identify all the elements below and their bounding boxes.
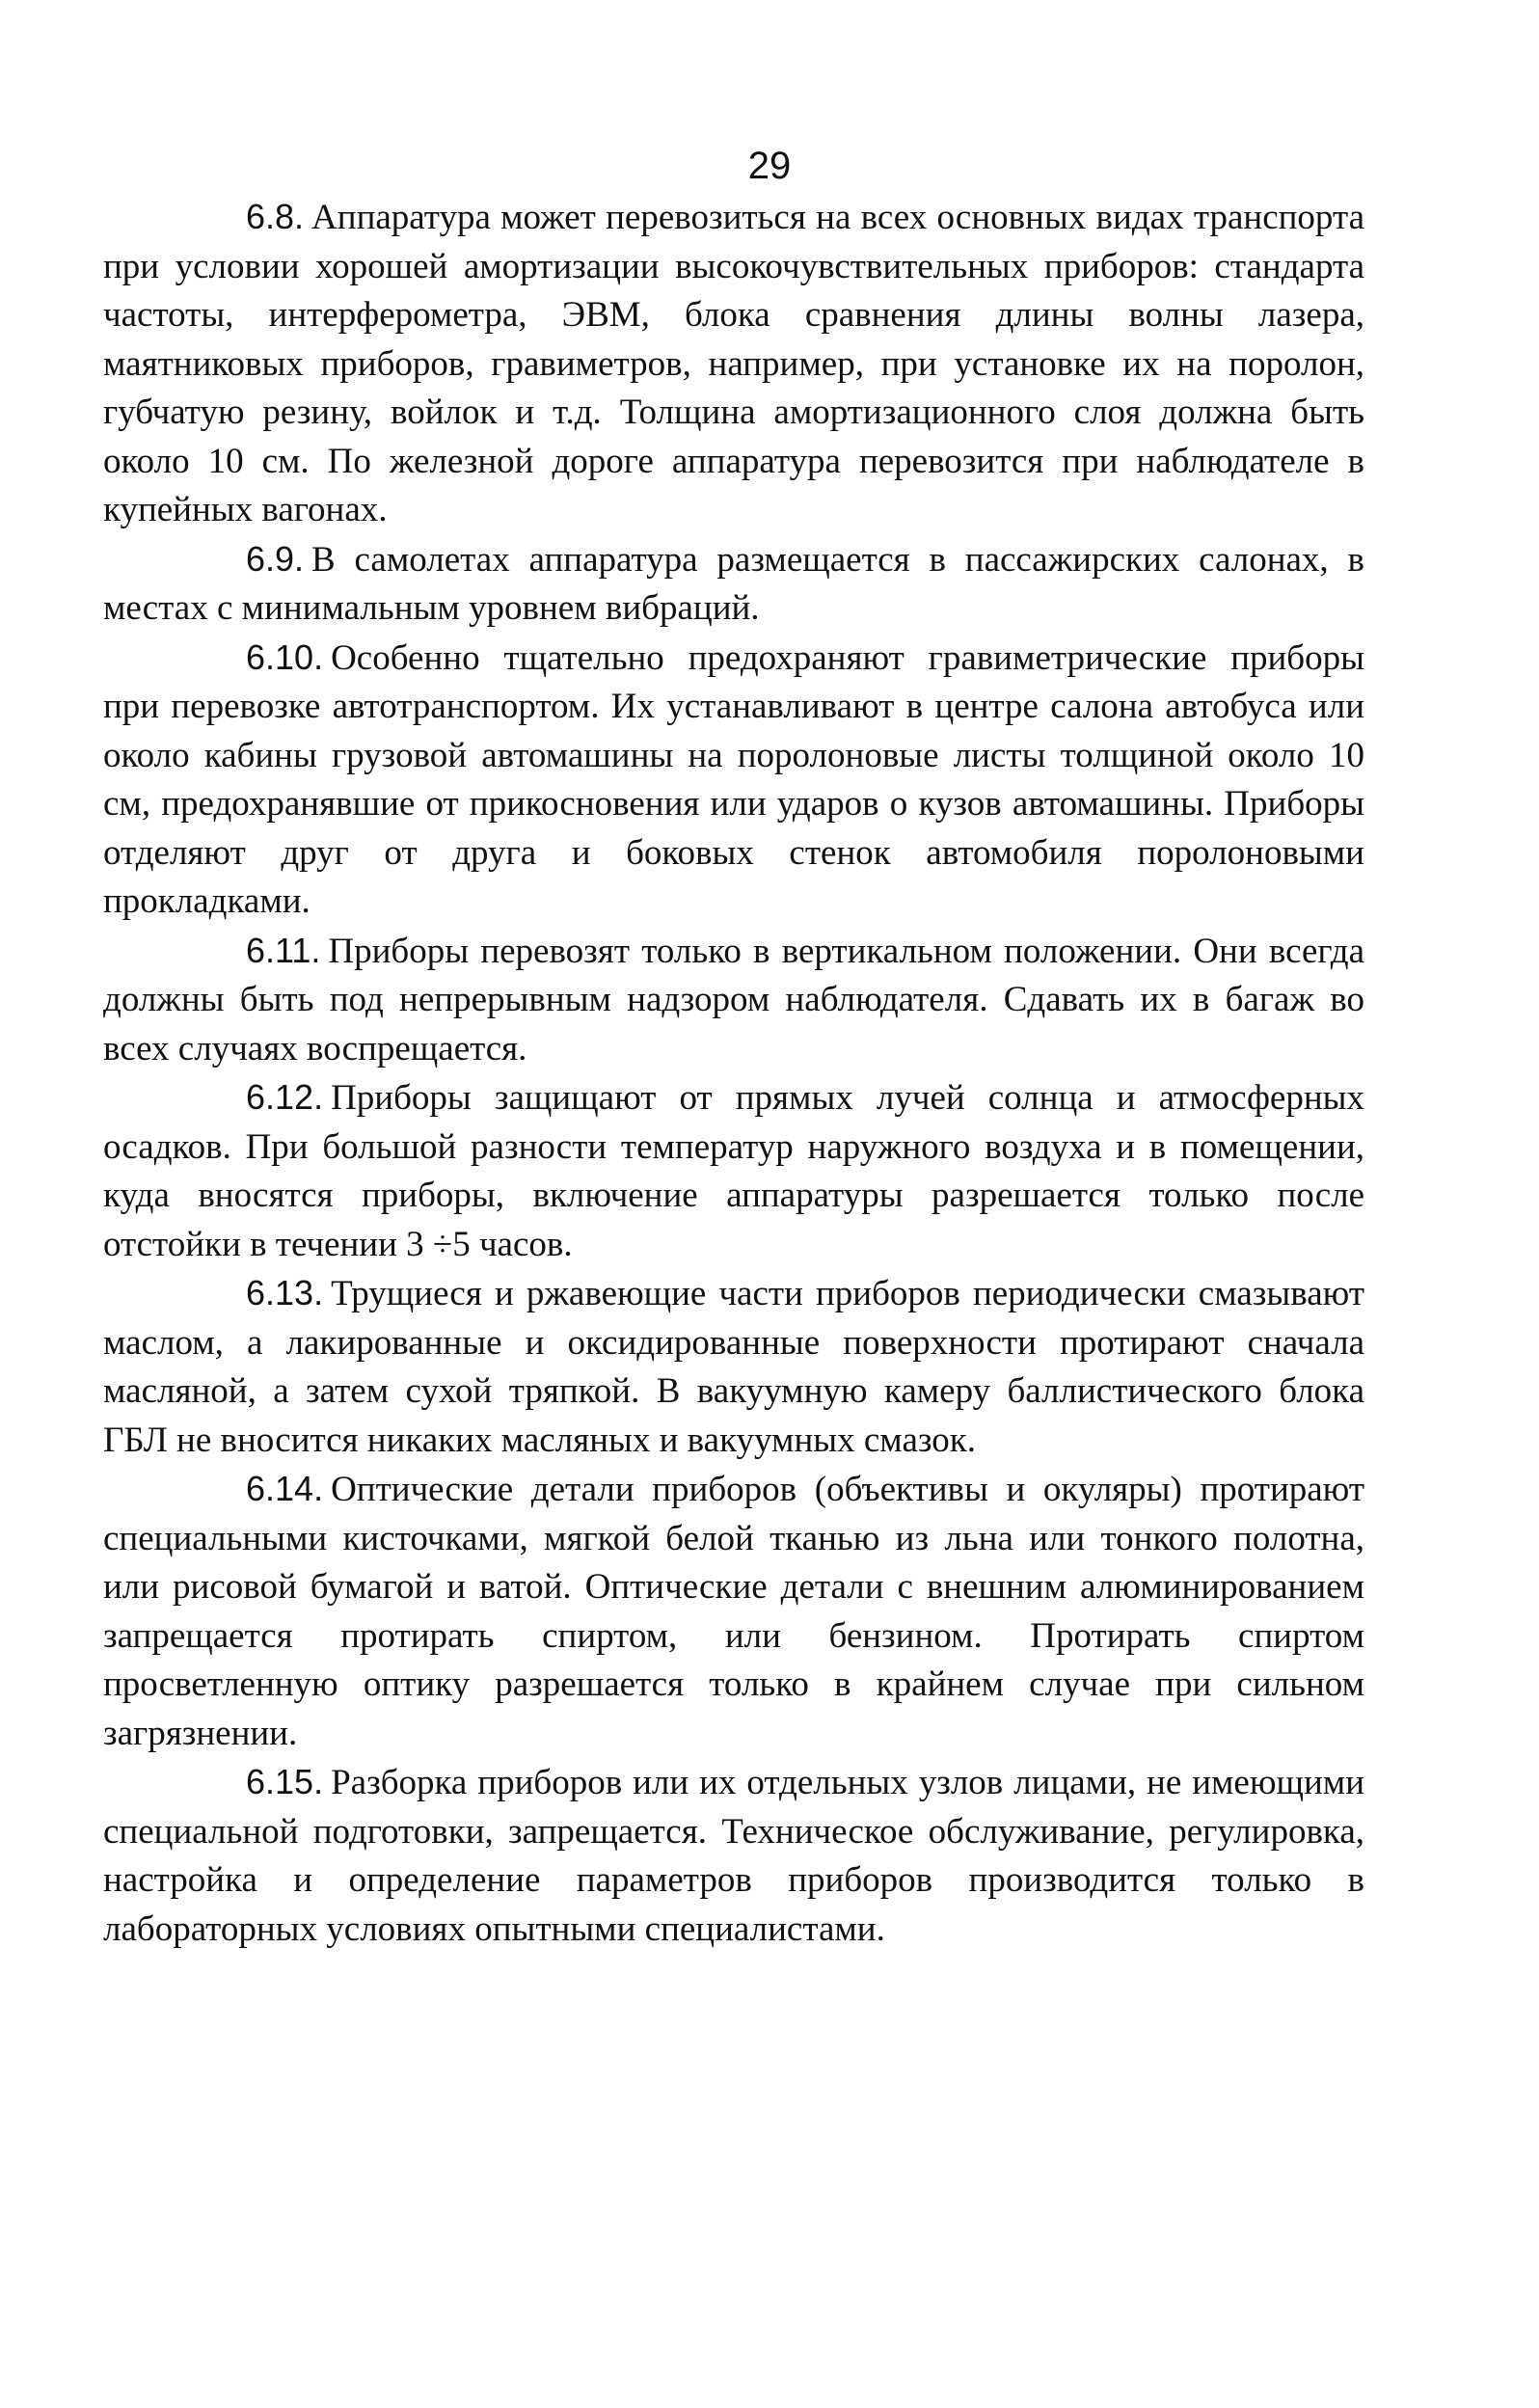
paragraph-6-14 (103, 1465, 1364, 1758)
paragraph-text: Трущиеся и ржавеющие части приборов периодически смазывают маслом, а лакированные и оксидированные поверхности протирают сначала масляной, а затем сухой тряпкой. В вакуумную камеру баллистического блока ГБЛ не вносится никаких масляных и вакуумных смазок. (103, 1274, 1364, 1460)
paragraph-number: 6.12. (246, 1077, 324, 1117)
paragraph-number: 6.8. (246, 197, 305, 236)
paragraph-text: Аппаратура может перевозиться на всех основных видах транспорта при условии хорошей амортизации высокочувствительных приборов: стандарта частоты, интерферометра, ЭВМ, блока сравнения длины волны лазера, маятниковых приборов, гравиметров, например, при установке их на поролон, губчатую резину, войлок и т.д. Толщина амортизационного слоя должна быть около 10 см. По железной дороге аппаратура перевозится при наблюдателе в купейных вагонах. (103, 198, 1364, 529)
paragraph-6-9 (103, 535, 1364, 634)
paragraph-number: 6.13. (246, 1273, 324, 1312)
paragraph-text: Приборы перевозят только в вертикальном положении. Они всегда должны быть под непрерывным надзором наблюдателя. Сдавать их в багаж во всех случаях воспрещается. (103, 931, 1364, 1069)
paragraph-6-10 (103, 634, 1364, 927)
paragraph-text: В самолетах аппаратура размещается в пассажирских салонах, в местах с минимальным уровнем вибраций. (103, 539, 1364, 628)
paragraph-6-11 (103, 927, 1364, 1074)
page-number: 29 (747, 145, 792, 187)
paragraph-number: 6.15. (246, 1762, 324, 1801)
paragraph-number: 6.9. (246, 538, 305, 579)
page-body (103, 193, 1364, 1954)
paragraph-6-13 (103, 1269, 1364, 1465)
paragraph-number: 6.14. (246, 1469, 324, 1508)
paragraph-text: Особенно тщательно предохраняют гравиметрические приборы при перевозке автотранспортом. Их устанавливают в центре салона автобуса или около кабины грузовой автомашины на поролоновые листы толщиной около 10 см, предохранявшие от прикосновения или ударов о кузов автомашины. Приборы отделяют друг от друга и боковых стенок автомобиля поролоновыми прокладками. (103, 637, 1364, 921)
paragraph-6-8 (103, 193, 1364, 535)
paragraph-text: Оптические детали приборов (объективы и окуляры) протирают специальными кисточками, мягкой белой тканью из льна или тонкого полотна, или рисовой бумагой и ватой. Оптические детали с внешним алюминированием запрещается протирать спиртом, или бензином. Протирать спиртом просветленную оптику разрешается только в крайнем случае при сильном загрязнении. (103, 1470, 1364, 1753)
paragraph-6-12 (103, 1073, 1364, 1269)
paragraph-number: 6.11. (246, 930, 321, 970)
paragraph-text: Разборка приборов или их отдельных узлов лицами, не имеющими специальной подготовки, запрещается. Техническое обслуживание, регулировка, настройка и определение параметров приборов производится только в лабораторных условиях опытными специалистами. (103, 1763, 1364, 1949)
paragraph-text: Приборы защищают от прямых лучей солнца и атмосферных осадков. При большой разности температур наружного воздуха и в помещении, куда вносятся приборы, включение аппаратуры разрешается только после отстойки в течении 3 ÷5 часов. (103, 1078, 1364, 1264)
paragraph-number: 6.10. (246, 636, 324, 677)
paragraph-6-15 (103, 1758, 1364, 1954)
